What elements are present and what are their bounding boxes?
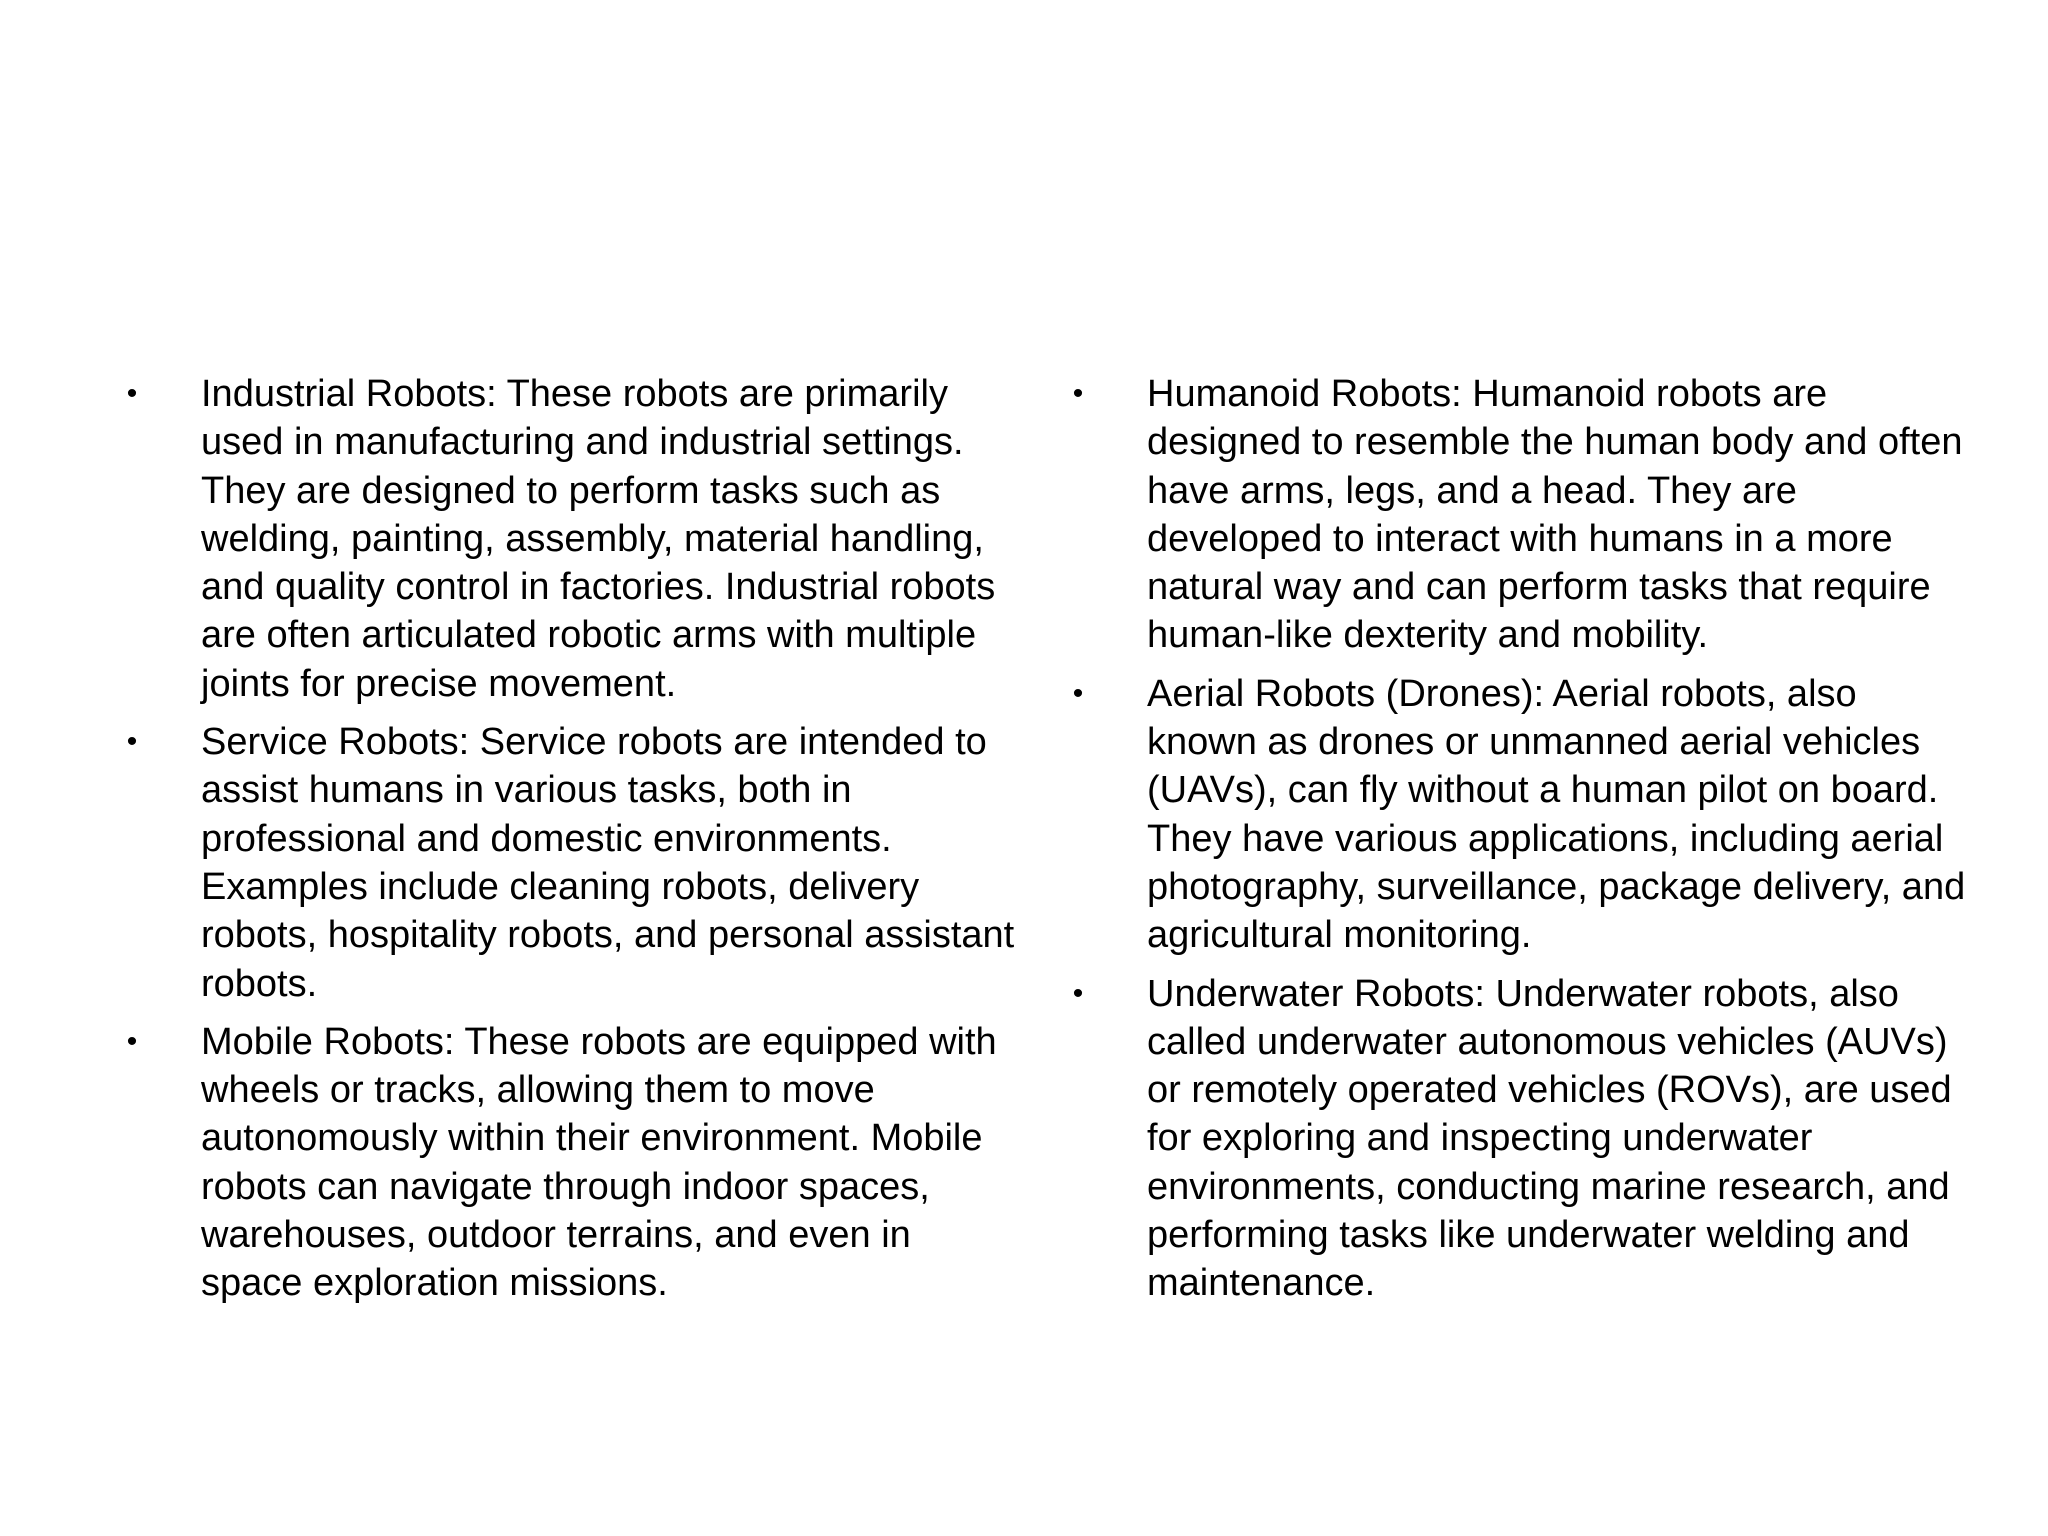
list-item-underwater-robots [1066,970,1966,1308]
list-item-industrial-robots [120,370,1020,708]
list-item-text: Underwater Robots: Underwater robots, also called underwater autonomous vehicles (AUVs) or remotely operated vehicles (ROVs), are used for exploring and inspecting underwater environments, conducting marine research, and performing tasks like underwater welding and maintenance. [1147,972,1952,1305]
list-item-service-robots [120,718,1020,1008]
left-column-list [120,370,1020,1318]
bullet-icon: • [126,725,138,759]
bullet-icon: • [126,377,138,410]
bullet-icon: • [126,1024,138,1058]
list-item-humanoid-robots [1066,370,1966,660]
list-item-aerial-robots [1066,670,1966,960]
list-item-text: Mobile Robots: These robots are equipped with wheels or tracks, allowing them to move autonomously within their environment. Mobile robots can navigate through indoor spaces, warehouses, outdoor terrains, and even in space exploration missions. [201,1020,997,1305]
bullet-icon: • [1072,976,1084,1010]
list-item-text: Humanoid Robots: Humanoid robots are designed to resemble the human body and often have arms, legs, and a head. They are developed to interact with humans in a more natural way and can perform tasks that require human-like dexterity and mobility. [1147,373,1963,657]
list-item-text: Industrial Robots: These robots are primarily used in manufacturing and industrial settings. They are designed to perform tasks such as welding, painting, assembly, material handling, and quality control in factories. Industrial robots are often articulated robotic arms with multiple joints for precise movement. [201,373,996,705]
list-item-text: Service Robots: Service robots are intended to assist humans in various tasks, both in professional and domestic environments. Examples include cleaning robots, delivery robots, hospitality robots, and personal assistant robots. [201,721,1015,1005]
bullet-icon: • [1072,676,1084,710]
list-item-text: Aerial Robots (Drones): Aerial robots, also known as drones or unmanned aerial vehicles (UAVs), can fly without a human pilot on board. They have various applications, including aerial photography, surveillance, package delivery, and agricultural monitoring. [1147,672,1966,957]
right-column-list [1066,370,1966,1318]
list-item-mobile-robots [120,1018,1020,1308]
bullet-icon: • [1072,377,1084,410]
